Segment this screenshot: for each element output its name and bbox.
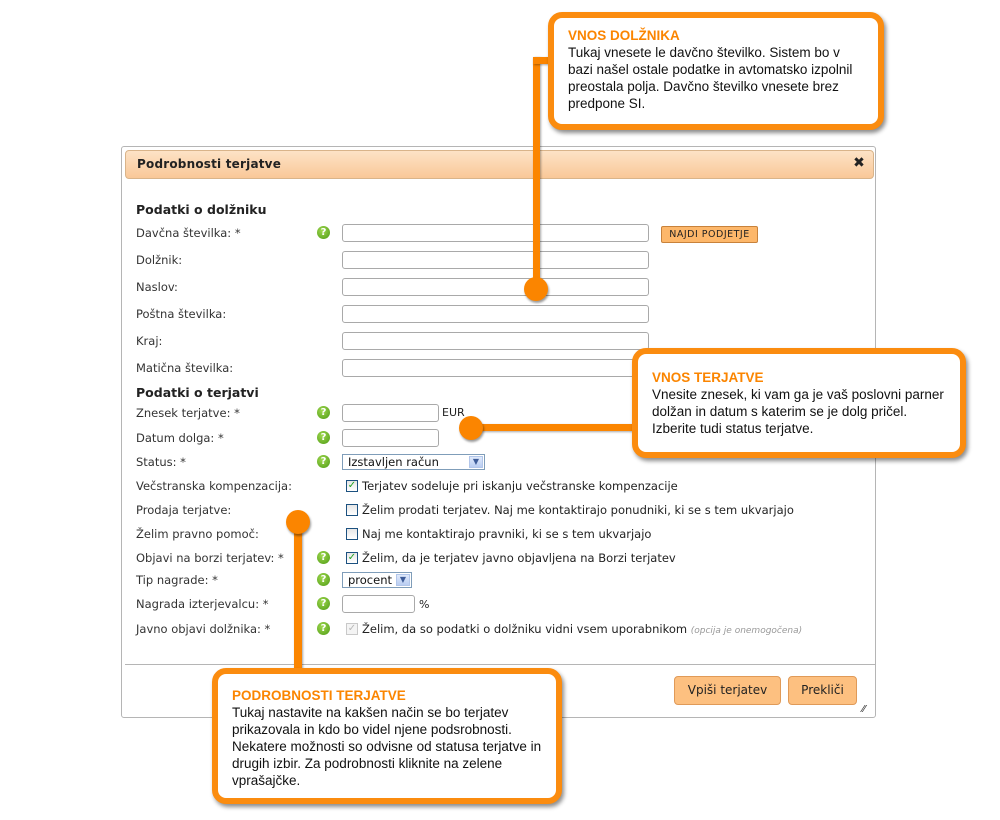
amount-unit: EUR xyxy=(442,406,465,419)
help-icon[interactable]: ? xyxy=(317,551,330,564)
label-publish: Objavi na borzi terjatev: * xyxy=(136,551,284,565)
callout-anchor-dot xyxy=(286,510,310,534)
public-debtor-checkbox: ✓ xyxy=(347,623,357,634)
label-reward-type: Tip nagrade: * xyxy=(136,573,218,587)
footer-divider xyxy=(125,664,876,665)
publish-checkbox-label: Želim, da je terjatev javno objavljena na Borzi terjatev xyxy=(362,551,676,565)
compensation-checkbox[interactable]: ✓ xyxy=(347,480,357,491)
cancel-button[interactable]: Prekliči xyxy=(788,676,857,705)
sale-checkbox-label: Želim prodati terjatev. Naj me kontaktirajo ponudniki, ki se s tem ukvarjajo xyxy=(362,503,794,517)
callout-anchor-dot xyxy=(459,416,483,440)
registration-number-input[interactable] xyxy=(342,359,649,377)
callout-text: Tukaj nastavite na kakšen način se bo terjatev prikazovala in kdo bo videl njene podsrobnosti. Nekatere možnosti so odvisne od statusa terjatve in drugih izbir. Za podrobnosti kliknite na zelene vprašajčke. xyxy=(232,705,542,788)
reward-type-value: procent xyxy=(348,573,393,587)
callout-claim-entry xyxy=(632,348,966,458)
callout-connector-line xyxy=(470,424,638,431)
label-status: Status: * xyxy=(136,455,186,469)
legal-help-checkbox-label: Naj me kontaktirajo pravniki, ki se s tem ukvarjajo xyxy=(362,527,652,541)
reward-type-select[interactable] xyxy=(342,572,412,588)
label-postal-code: Poštna številka: xyxy=(136,307,227,321)
close-icon[interactable]: ✖ xyxy=(853,155,865,171)
chevron-down-icon[interactable]: ▼ xyxy=(469,456,483,468)
section-heading-debtor: Podatki o dolžniku xyxy=(136,202,267,217)
callout-title: PODROBNOSTI TERJATVE xyxy=(232,688,406,703)
resize-handle-icon[interactable]: ⁄⁄ xyxy=(862,704,866,715)
callout-connector-line xyxy=(294,520,302,672)
callout-claim-details xyxy=(212,668,562,804)
disabled-note: (opcija je onemogočena) xyxy=(690,626,803,636)
label-reward: Nagrada izterjevalcu: * xyxy=(136,597,269,611)
help-icon[interactable]: ? xyxy=(317,226,330,239)
postal-code-input[interactable] xyxy=(342,305,649,323)
label-debt-date: Datum dolga: * xyxy=(136,431,224,445)
help-icon[interactable]: ? xyxy=(317,622,330,635)
label-public-debtor: Javno objavi dolžnika: * xyxy=(136,622,271,636)
status-select[interactable] xyxy=(342,454,485,470)
find-company-button[interactable]: NAJDI PODJETJE xyxy=(661,226,758,243)
public-debtor-text: Želim, da so podatki o dolžniku vidni vsem uporabnikom xyxy=(362,622,688,636)
dialog-title: Podrobnosti terjatve xyxy=(137,157,282,171)
callout-title: VNOS DOLŽNIKA xyxy=(568,28,680,43)
debtor-input[interactable] xyxy=(342,251,649,269)
callout-text: Tukaj vnesete le davčno številko. Sistem bo v bazi našel ostale podatke in avtomatsko izpolnil preostala polja. Davčno številko vnesete brez predpone SI. xyxy=(568,45,853,111)
city-input[interactable] xyxy=(342,332,649,350)
label-debtor: Dolžnik: xyxy=(136,253,183,267)
compensation-checkbox-label: Terjatev sodeluje pri iskanju večstranske kompenzacije xyxy=(362,479,678,493)
help-icon[interactable]: ? xyxy=(317,455,330,468)
address-input[interactable] xyxy=(342,278,649,296)
label-amount: Znesek terjatve: * xyxy=(136,406,240,420)
callout-anchor-dot xyxy=(524,277,548,301)
label-tax-number: Davčna številka: * xyxy=(136,226,241,240)
help-icon[interactable]: ? xyxy=(317,597,330,610)
callout-connector-line xyxy=(533,57,540,289)
public-debtor-checkbox-label xyxy=(362,622,802,636)
status-select-value: Izstavljen račun xyxy=(348,455,439,469)
help-icon[interactable]: ? xyxy=(317,431,330,444)
label-compensation: Večstranska kompenzacija: xyxy=(136,479,292,493)
label-city: Kraj: xyxy=(136,334,163,348)
chevron-down-icon[interactable]: ▼ xyxy=(396,574,410,586)
legal-help-checkbox[interactable] xyxy=(346,528,358,540)
reward-input[interactable] xyxy=(342,595,415,613)
help-icon[interactable]: ? xyxy=(317,406,330,419)
amount-input[interactable] xyxy=(342,404,439,422)
tax-number-input[interactable] xyxy=(342,224,649,242)
help-icon[interactable]: ? xyxy=(317,573,330,586)
publish-checkbox[interactable]: ✓ xyxy=(347,552,357,563)
debt-date-input[interactable] xyxy=(342,429,439,447)
label-registration-number: Matična številka: xyxy=(136,361,234,375)
label-address: Naslov: xyxy=(136,280,178,294)
callout-text: Vnesite znesek, ki vam ga je vaš poslovni parner dolžan in datum s katerim se je dolg pričel. Izberite tudi status terjatve. xyxy=(652,387,944,436)
reward-unit: % xyxy=(419,598,430,611)
submit-claim-button[interactable]: Vpiši terjatev xyxy=(674,676,781,705)
label-sale: Prodaja terjatve: xyxy=(136,503,232,517)
section-heading-claim: Podatki o terjatvi xyxy=(136,385,259,400)
callout-title: VNOS TERJATVE xyxy=(652,370,764,385)
label-legal-help: Želim pravno pomoč: xyxy=(136,527,259,541)
sale-checkbox[interactable] xyxy=(346,504,358,516)
callout-debtor-entry xyxy=(548,12,884,130)
